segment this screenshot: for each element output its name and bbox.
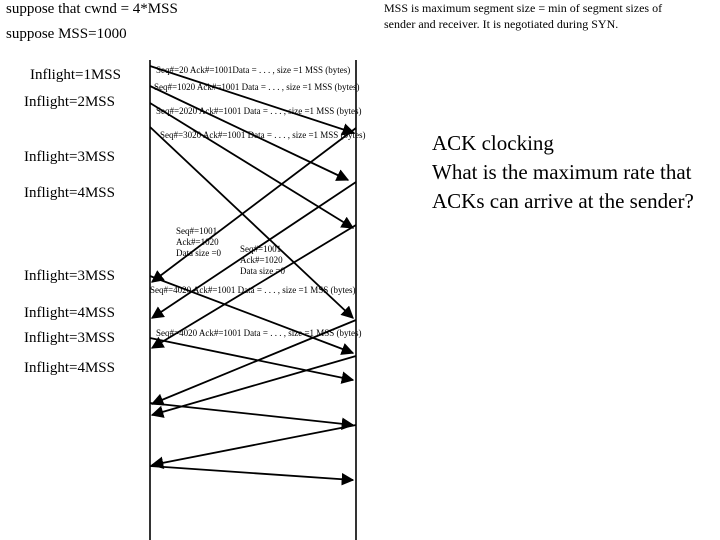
inflight-label-2: Inflight=2MSS [24, 94, 115, 110]
ack-label-1-seq: Seq#=1001 [176, 226, 218, 236]
ack-clocking-title: ACK clocking [432, 131, 554, 155]
ack-label-1-ack: Ack#=1020 [176, 237, 219, 247]
ack-arrow-6 [152, 425, 356, 465]
header-line-2: suppose MSS=1000 [6, 26, 127, 42]
inflight-label-8: Inflight=4MSS [24, 360, 115, 376]
segment-arrow-6 [150, 338, 353, 380]
header-line-1: suppose that cwnd = 4*MSS [6, 1, 178, 17]
segment-label-4: Seq#=3020 Ack#=1001 Data = . . . , size =1 MSS (bytes) [160, 130, 366, 140]
ack-clocking-question: What is the maximum rate that ACKs can arrive at the sender? [432, 160, 694, 213]
inflight-label-5: Inflight=3MSS [24, 268, 115, 284]
ack-arrow-5 [152, 356, 356, 415]
segment-arrow-1 [150, 66, 354, 133]
ack-label-2-seq: Seq#=1001 [240, 244, 282, 254]
ack-label-2 [240, 244, 285, 277]
mss-note: MSS is maximum segment size = min of segment sizes of sender and receiver. It is negotiated during SYN. [384, 1, 663, 31]
ack-label-1 [176, 226, 221, 259]
segment-arrow-8 [150, 466, 353, 480]
segment-label-2: Seq#=1020 Ack#=1001 Data = . . . , size =1 MSS (bytes) [154, 82, 360, 92]
inflight-label-6: Inflight=4MSS [24, 305, 115, 321]
segment-label-1: Seq#=20 Ack#=1001Data = . . . , size =1 MSS (bytes) [156, 65, 351, 75]
inflight-label-1: Inflight=1MSS [30, 67, 121, 83]
segment-label-6: Seq#=4020 Ack#=1001 Data = . . . , size =1 MSS (bytes) [156, 328, 362, 338]
inflight-label-7: Inflight=3MSS [24, 330, 115, 346]
inflight-label-3: Inflight=3MSS [24, 149, 115, 165]
ack-clocking-text [432, 129, 717, 216]
ack-label-1-data: Data size =0 [176, 248, 222, 258]
segment-label-3: Seq#=2020 Ack#=1001 Data = . . . , size =1 MSS (bytes) [156, 106, 362, 116]
inflight-label-4: Inflight=4MSS [24, 185, 115, 201]
ack-label-2-data: Data size =0 [240, 266, 286, 276]
ack-label-2-ack: Ack#=1020 [240, 255, 283, 265]
segment-label-5: Seq#=4020 Ack#=1001 Data = . . . , size =1 MSS (bytes) [150, 285, 356, 295]
